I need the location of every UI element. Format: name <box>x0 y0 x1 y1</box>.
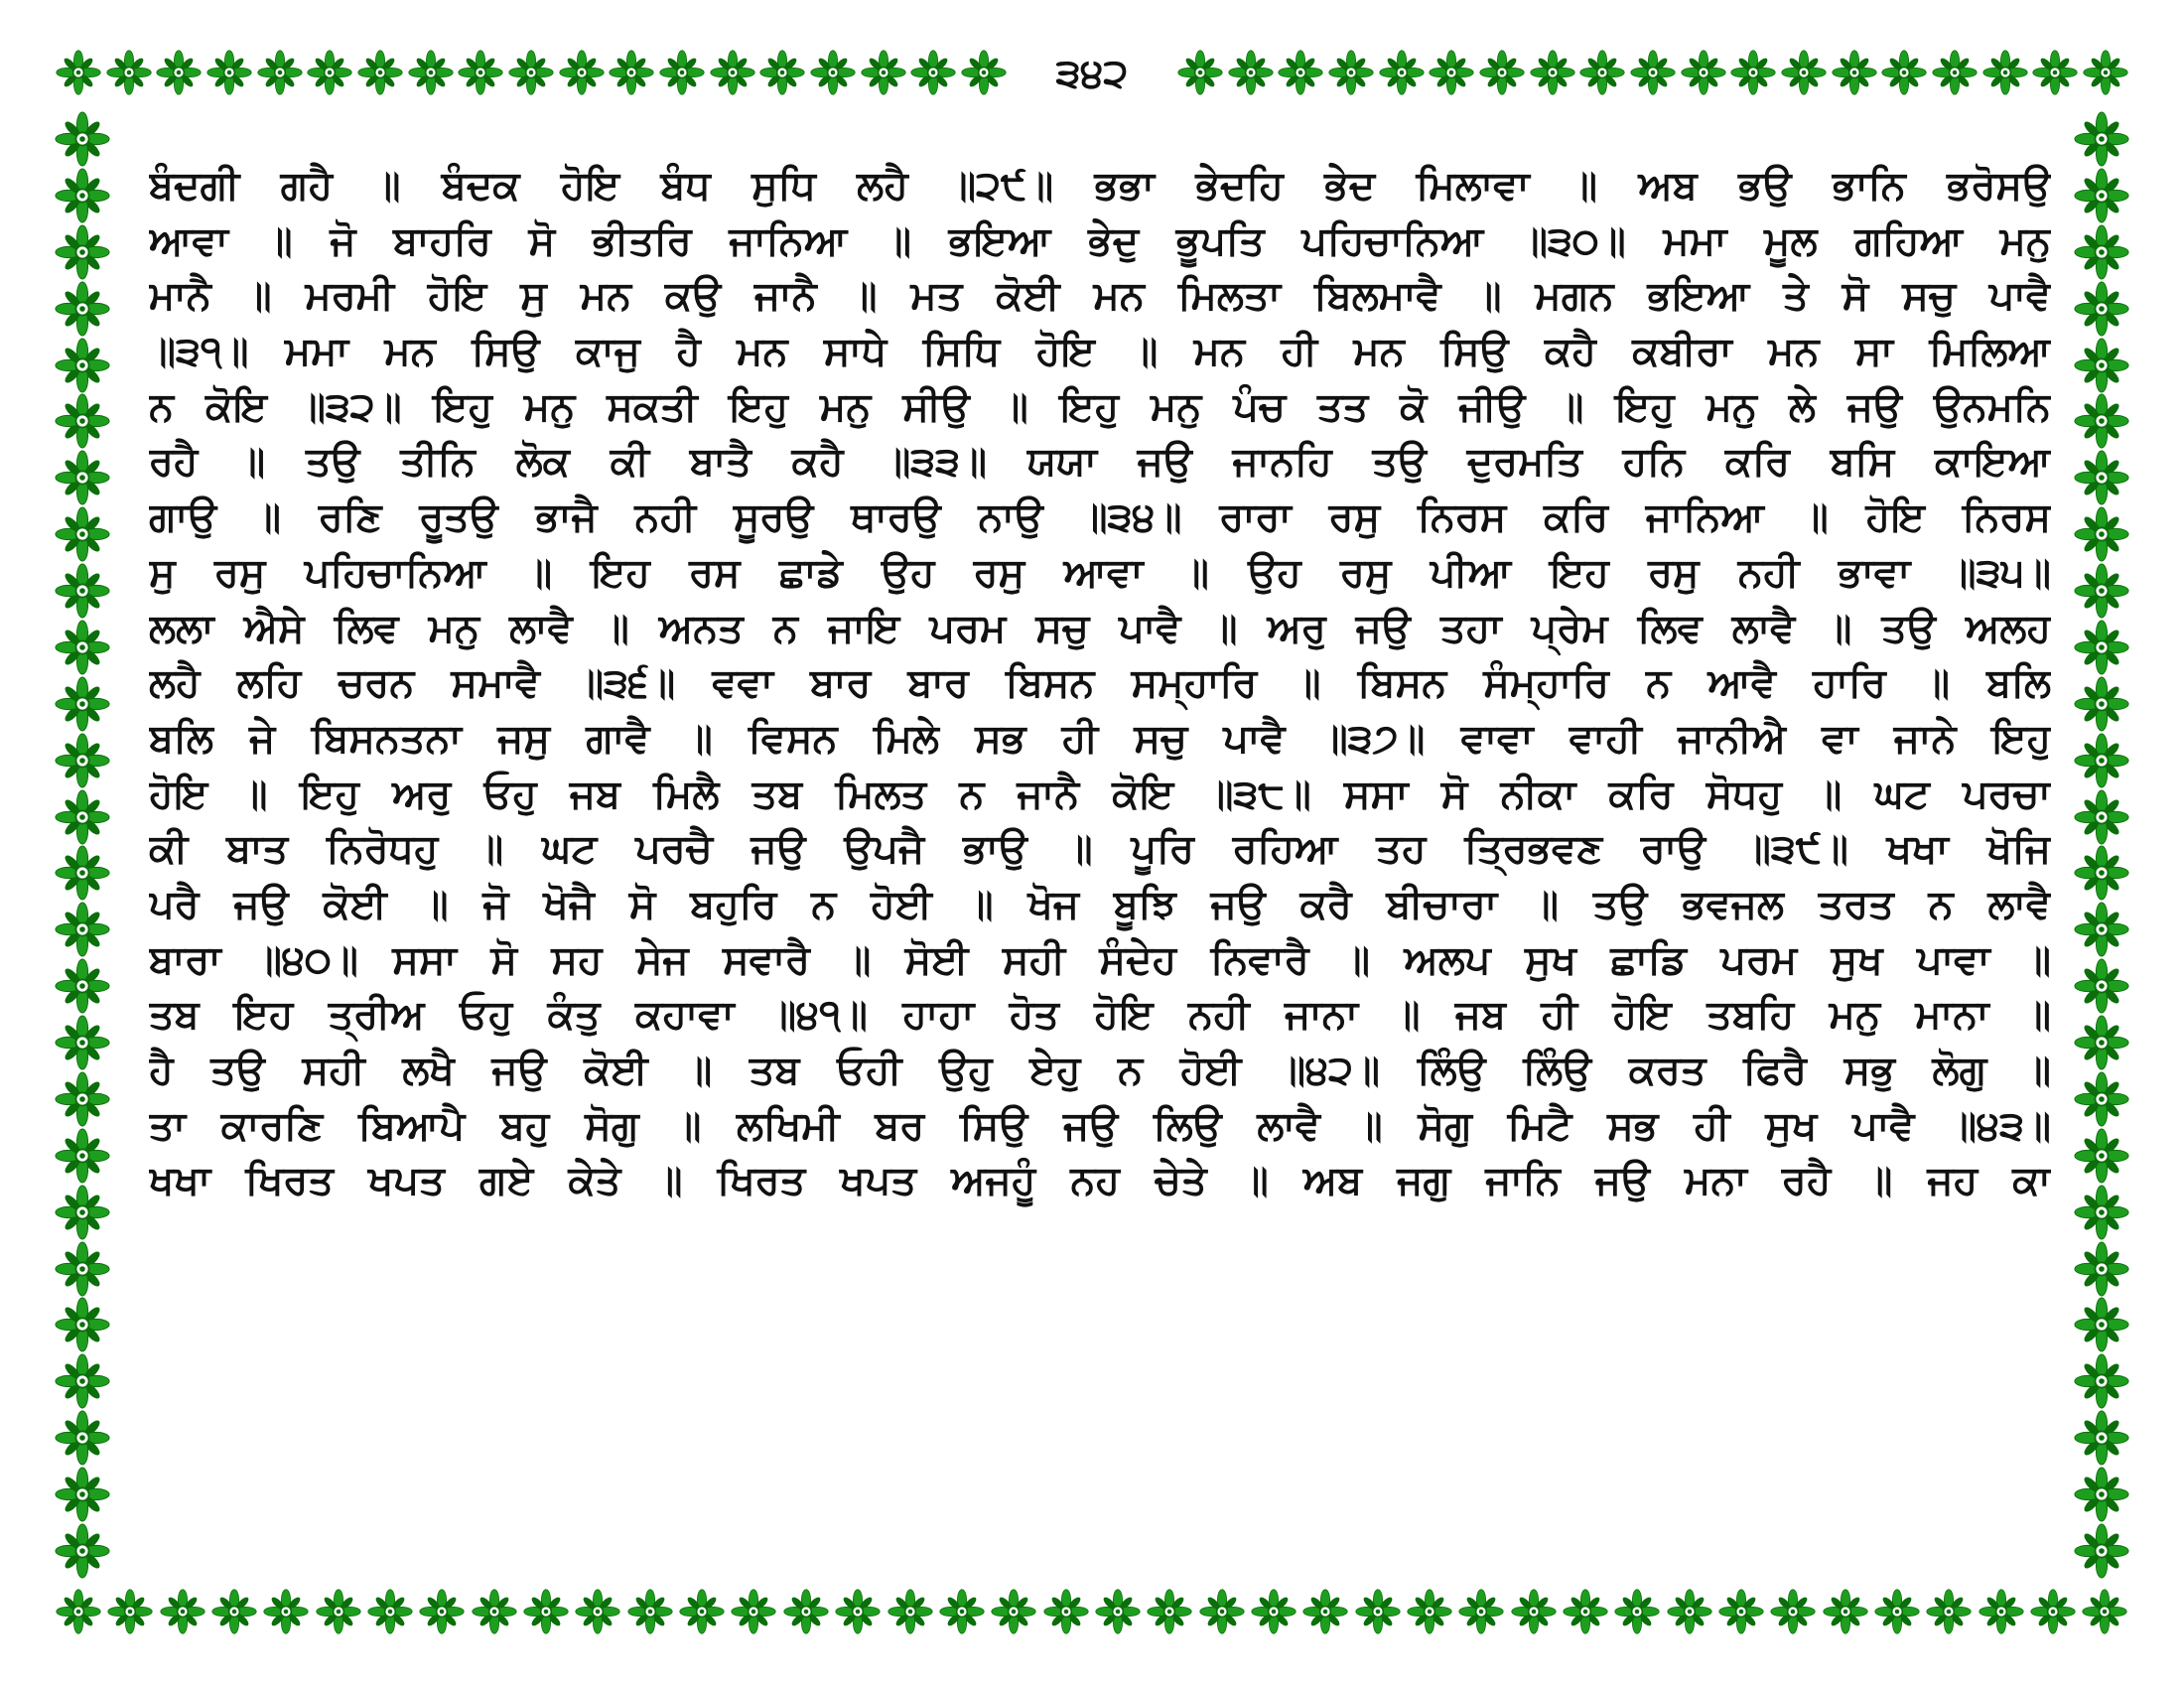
flower-ornament-icon <box>2083 47 2128 98</box>
flower-ornament-icon <box>2074 902 2129 957</box>
flower-ornament-icon <box>55 1015 110 1070</box>
border-right <box>2069 111 2134 1579</box>
flower-ornament-icon <box>55 1297 110 1352</box>
flower-ornament-icon <box>107 1586 153 1637</box>
border-top-right <box>1177 40 2128 105</box>
flower-ornament-icon <box>1630 47 1676 98</box>
flower-ornament-icon <box>1579 47 1625 98</box>
flower-ornament-icon <box>835 1586 881 1637</box>
text-line-2: ਆਵਾ ॥ ਜੋ ਬਾਹਰਿ ਸੋ ਭੀਤਰਿ ਜਾਨਿਆ ॥ ਭਇਆ ਭੇਦੁ ਭੂਪਤਿ ਪਹਿਚਾਨਿਆ ॥੩੦॥ ਮਮਾ ਮੂਲ ਗਹਿਆ ਮਨੁ <box>149 217 2051 264</box>
flower-ornament-icon <box>55 563 110 619</box>
text-line-1: ਬੰਦਗੀ ਗਹੈ ॥ ਬੰਦਕ ਹੋਇ ਬੰਧ ਸੁਧਿ ਲਹੈ ॥੨੯॥ ਭਭਾ ਭੇਦਹਿ ਭੇਦ ਮਿਲਾਵਾ ॥ ਅਬ ਭਉ ਭਾਨਿ ਭਰੋਸਉ <box>149 163 2051 209</box>
flower-ornament-icon <box>357 47 403 98</box>
flower-ornament-icon <box>1328 47 1374 98</box>
flower-ornament-icon <box>2032 47 2078 98</box>
flower-ornament-icon <box>2074 1410 2129 1466</box>
flower-ornament-icon <box>55 1523 110 1579</box>
flower-ornament-icon <box>1479 47 1525 98</box>
flower-ornament-icon <box>2074 845 2129 901</box>
flower-ornament-icon <box>2074 338 2129 393</box>
flower-ornament-icon <box>56 47 101 98</box>
flower-ornament-icon <box>211 1586 257 1637</box>
flower-ornament-icon <box>55 338 110 393</box>
flower-ornament-icon <box>472 1586 517 1637</box>
flower-ornament-icon <box>939 1586 985 1637</box>
flower-ornament-icon <box>106 47 152 98</box>
flower-ornament-icon <box>1177 47 1223 98</box>
flower-ornament-icon <box>1614 1586 1660 1637</box>
flower-ornament-icon <box>810 47 856 98</box>
flower-ornament-icon <box>759 47 805 98</box>
text-line-19: ਖਖਾ ਖਿਰਤ ਖਪਤ ਗਏ ਕੇਤੇ ॥ ਖਿਰਤ ਖਪਤ ਅਜਹੂੰ ਨਹ ਚੇਤੇ ॥ ਅਬ ਜਗੁ ਜਾਨਿ ਜਉ ਮਨਾ ਰਹੈ ॥ ਜਹ ਕਾ <box>149 1158 2051 1204</box>
flower-ornament-icon <box>55 1241 110 1297</box>
text-line-16: ਤਬ ਇਹ ਤ੍ਰੀਅ ਓਹੁ ਕੰਤੁ ਕਹਾਵਾ ॥੪੧॥ ਹਾਹਾ ਹੋਤ ਹੋਇ ਨਹੀ ਜਾਨਾ ॥ ਜਬ ਹੀ ਹੋਇ ਤਬਹਿ ਮਨੁ ਮਾਨਾ ॥ <box>149 992 2051 1039</box>
flower-ornament-icon <box>1770 1586 1816 1637</box>
flower-ornament-icon <box>55 1467 110 1522</box>
flower-ornament-icon <box>1874 1586 1920 1637</box>
text-line-17: ਹੈ ਤਉ ਸਹੀ ਲਖੈ ਜਉ ਕੋਈ ॥ ਤਬ ਓਹੀ ਉਹੁ ਏਹੁ ਨ ਹੋਈ ॥੪੨॥ ਲਿੰਉ ਲਿੰਉ ਕਰਤ ਫਿਰੈ ਸਭੁ ਲੋਗੁ ॥ <box>149 1048 2051 1093</box>
flower-ornament-icon <box>55 789 110 845</box>
flower-ornament-icon <box>1302 1586 1348 1637</box>
flower-ornament-icon <box>2074 1297 2129 1352</box>
flower-ornament-icon <box>609 47 654 98</box>
flower-ornament-icon <box>1881 47 1927 98</box>
flower-ornament-icon <box>731 1586 776 1637</box>
flower-ornament-icon <box>2082 1586 2127 1637</box>
flower-ornament-icon <box>659 47 705 98</box>
flower-ornament-icon <box>1681 47 1726 98</box>
flower-ornament-icon <box>910 47 956 98</box>
flower-ornament-icon <box>55 1353 110 1409</box>
flower-ornament-icon <box>1932 47 1978 98</box>
flower-ornament-icon <box>2030 1586 2076 1637</box>
flower-ornament-icon <box>55 168 110 223</box>
flower-ornament-icon <box>367 1586 413 1637</box>
text-line-8: ਸੁ ਰਸੁ ਪਹਿਚਾਨਿਆ ॥ ਇਹ ਰਸ ਛਾਡੇ ਉਹ ਰਸੁ ਆਵਾ ॥ ਉਹ ਰਸੁ ਪੀਆ ਇਹ ਰਸੁ ਨਹੀ ਭਾਵਾ ॥੩੫॥ <box>149 549 2051 596</box>
flower-ornament-icon <box>263 1586 309 1637</box>
flower-ornament-icon <box>2074 1467 2129 1522</box>
page-number: ੩੪੨ <box>1055 51 1129 96</box>
flower-ornament-icon <box>1379 47 1425 98</box>
text-line-4: ॥੩੧॥ ਮਮਾ ਮਨ ਸਿਉ ਕਾਜੁ ਹੈ ਮਨ ਸਾਧੇ ਸਿਧਿ ਹੋਇ ॥ ਮਨ ਹੀ ਮਨ ਸਿਉ ਕਹੈ ਕਬੀਰਾ ਮਨ ਸਾ ਮਿਲਿਆ <box>149 329 2051 375</box>
flower-ornament-icon <box>2074 1353 2129 1409</box>
flower-ornament-icon <box>2074 393 2129 449</box>
flower-ornament-icon <box>2074 1128 2129 1184</box>
text-block <box>149 159 2051 1569</box>
flower-ornament-icon <box>55 845 110 901</box>
flower-ornament-icon <box>2074 676 2129 732</box>
flower-ornament-icon <box>1667 1586 1712 1637</box>
flower-ornament-icon <box>679 1586 725 1637</box>
flower-ornament-icon <box>1530 47 1575 98</box>
flower-ornament-icon <box>1832 47 1877 98</box>
flower-ornament-icon <box>710 47 755 98</box>
flower-ornament-icon <box>2074 1241 2129 1297</box>
flower-ornament-icon <box>1095 1586 1141 1637</box>
flower-ornament-icon <box>1718 1586 1764 1637</box>
flower-ornament-icon <box>2074 563 2129 619</box>
flower-ornament-icon <box>458 47 503 98</box>
flower-ornament-icon <box>523 1586 569 1637</box>
border-left <box>50 111 115 1579</box>
flower-ornament-icon <box>1979 1586 2024 1637</box>
flower-ornament-icon <box>783 1586 829 1637</box>
flower-ornament-icon <box>1199 1586 1245 1637</box>
flower-ornament-icon <box>627 1586 673 1637</box>
flower-ornament-icon <box>1982 47 2028 98</box>
flower-ornament-icon <box>2074 111 2129 167</box>
text-line-6: ਰਹੈ ॥ ਤਉ ਤੀਨਿ ਲੋਕ ਕੀ ਬਾਤੈ ਕਹੈ ॥੩੩॥ ਯਯਾ ਜਉ ਜਾਨਹਿ ਤਉ ਦੁਰਮਤਿ ਹਨਿ ਕਰਿ ਬਸਿ ਕਾਇਆ <box>149 439 2051 486</box>
text-line-7: ਗਾਉ ॥ ਰਣਿ ਰੂਤਉ ਭਾਜੈ ਨਹੀ ਸੂਰਉ ਥਾਰਉ ਨਾਉ ॥੩੪॥ ਰਾਰਾ ਰਸੁ ਨਿਰਸ ਕਰਿ ਜਾਨਿਆ ॥ ਹੋਇ ਨਿਰਸ <box>149 494 2051 541</box>
flower-ornament-icon <box>559 47 605 98</box>
flower-ornament-icon <box>55 111 110 167</box>
flower-ornament-icon <box>1730 47 1776 98</box>
flower-ornament-icon <box>55 676 110 732</box>
flower-ornament-icon <box>156 47 202 98</box>
flower-ornament-icon <box>55 224 110 280</box>
border-top-left <box>56 40 1007 105</box>
flower-ornament-icon <box>961 47 1007 98</box>
flower-ornament-icon <box>419 1586 465 1637</box>
flower-ornament-icon <box>55 281 110 337</box>
flower-ornament-icon <box>55 1185 110 1240</box>
flower-ornament-icon <box>1407 1586 1452 1637</box>
flower-ornament-icon <box>55 958 110 1014</box>
flower-ornament-icon <box>55 450 110 505</box>
flower-ornament-icon <box>56 1586 101 1637</box>
text-line-14: ਪਰੈ ਜਉ ਕੋਈ ॥ ਜੋ ਖੋਜੈ ਸੋ ਬਹੁਰਿ ਨ ਹੋਈ ॥ ਖੋਜ ਬੂਝਿ ਜਉ ਕਰੈ ਬੀਚਾਰਾ ॥ ਤਉ ਭਵਜਲ ਤਰਤ ਨ ਲਾਵੈ <box>149 881 2051 927</box>
flower-ornament-icon <box>508 47 554 98</box>
flower-ornament-icon <box>55 1071 110 1127</box>
flower-ornament-icon <box>2074 506 2129 562</box>
flower-ornament-icon <box>206 47 252 98</box>
flower-ornament-icon <box>1511 1586 1557 1637</box>
flower-ornament-icon <box>2074 1185 2129 1240</box>
flower-ornament-icon <box>2074 450 2129 505</box>
text-line-18: ਤਾ ਕਾਰਣਿ ਬਿਆਪੈ ਬਹੁ ਸੋਗੁ ॥ ਲਖਿਮੀ ਬਰ ਸਿਉ ਜਉ ਲਿਉ ਲਾਵੈ ॥ ਸੋਗੁ ਮਿਟੈ ਸਭ ਹੀ ਸੁਖ ਪਾਵੈ ॥੪੩॥ <box>149 1102 2051 1149</box>
flower-ornament-icon <box>1781 47 1827 98</box>
text-line-10: ਲਹੈ ਲਹਿ ਚਰਨ ਸਮਾਵੈ ॥੩੬॥ ਵਵਾ ਬਾਰ ਬਾਰ ਬਿਸਨ ਸਮ੍ਹਾਰਿ ॥ ਬਿਸਨ ਸੰਮ੍ਹਾਰਿ ਨ ਆਵੈ ਹਾਰਿ ॥ ਬਲਿ <box>149 660 2051 707</box>
text-line-15: ਬਾਰਾ ॥੪੦॥ ਸਸਾ ਸੋ ਸਹ ਸੇਜ ਸਵਾਰੈ ॥ ਸੋਈ ਸਹੀ ਸੰਦੇਹ ਨਿਵਾਰੈ ॥ ਅਲਪ ਸੁਖ ਛਾਡਿ ਪਰਮ ਸੁਖ ਪਾਵਾ ॥ <box>149 936 2051 983</box>
flower-ornament-icon <box>1278 47 1323 98</box>
flower-ornament-icon <box>991 1586 1036 1637</box>
flower-ornament-icon <box>55 733 110 788</box>
flower-ornament-icon <box>2074 958 2129 1014</box>
flower-ornament-icon <box>1251 1586 1297 1637</box>
flower-ornament-icon <box>2074 224 2129 280</box>
flower-ornament-icon <box>1043 1586 1089 1637</box>
flower-ornament-icon <box>861 47 906 98</box>
flower-ornament-icon <box>257 47 303 98</box>
flower-ornament-icon <box>575 1586 620 1637</box>
flower-ornament-icon <box>1823 1586 1868 1637</box>
flower-ornament-icon <box>2074 789 2129 845</box>
flower-ornament-icon <box>1228 47 1274 98</box>
flower-ornament-icon <box>55 1128 110 1184</box>
text-line-12: ਹੋਇ ॥ ਇਹੁ ਅਰੁ ਓਹੁ ਜਬ ਮਿਲੈ ਤਬ ਮਿਲਤ ਨ ਜਾਨੈ ਕੋਇ ॥੩੮॥ ਸਸਾ ਸੋ ਨੀਕਾ ਕਰਿ ਸੋਧਹੁ ॥ ਘਟ ਪਰਚਾ <box>149 771 2051 817</box>
flower-ornament-icon <box>1458 1586 1504 1637</box>
flower-ornament-icon <box>1429 47 1474 98</box>
text-line-5: ਨ ਕੋਇ ॥੩੨॥ ਇਹੁ ਮਨੁ ਸਕਤੀ ਇਹੁ ਮਨੁ ਸੀਉ ॥ ਇਹੁ ਮਨੁ ਪੰਚ ਤਤ ਕੋ ਜੀਉ ॥ ਇਹੁ ਮਨੁ ਲੇ ਜਉ ਉਨਮਨਿ <box>149 383 2051 430</box>
flower-ornament-icon <box>2074 620 2129 675</box>
flower-ornament-icon <box>160 1586 205 1637</box>
flower-ornament-icon <box>408 47 454 98</box>
flower-ornament-icon <box>55 393 110 449</box>
flower-ornament-icon <box>55 620 110 675</box>
flower-ornament-icon <box>1926 1586 1972 1637</box>
flower-ornament-icon <box>887 1586 933 1637</box>
flower-ornament-icon <box>55 506 110 562</box>
flower-ornament-icon <box>307 47 352 98</box>
flower-ornament-icon <box>2074 733 2129 788</box>
flower-ornament-icon <box>1563 1586 1608 1637</box>
flower-ornament-icon <box>1147 1586 1192 1637</box>
flower-ornament-icon <box>1355 1586 1401 1637</box>
flower-ornament-icon <box>2074 1015 2129 1070</box>
text-line-9: ਲਲਾ ਐਸੇ ਲਿਵ ਮਨੁ ਲਾਵੈ ॥ ਅਨਤ ਨ ਜਾਇ ਪਰਮ ਸਚੁ ਪਾਵੈ ॥ ਅਰੁ ਜਉ ਤਹਾ ਪ੍ਰੇਮ ਲਿਵ ਲਾਵੈ ॥ ਤਉ ਅਲਹ <box>149 605 2051 651</box>
flower-ornament-icon <box>55 1410 110 1466</box>
flower-ornament-icon <box>2074 1523 2129 1579</box>
text-line-3: ਮਾਨੈ ॥ ਮਰਮੀ ਹੋਇ ਸੁ ਮਨ ਕਉ ਜਾਨੈ ॥ ਮਤ ਕੋਈ ਮਨ ਮਿਲਤਾ ਬਿਲਮਾਵੈ ॥ ਮਗਨ ਭਇਆ ਤੇ ਸੋ ਸਚੁ ਪਾਵੈ <box>149 273 2051 320</box>
flower-ornament-icon <box>2074 168 2129 223</box>
flower-ornament-icon <box>316 1586 361 1637</box>
text-line-11: ਬਲਿ ਜੇ ਬਿਸਨਤਨਾ ਜਸੁ ਗਾਵੈ ॥ ਵਿਸਨ ਮਿਲੇ ਸਭ ਹੀ ਸਚੁ ਪਾਵੈ ॥੩੭॥ ਵਾਵਾ ਵਾਹੀ ਜਾਨੀਐ ਵਾ ਜਾਨੇ ਇਹੁ <box>149 715 2051 762</box>
text-line-13: ਕੀ ਬਾਤ ਨਿਰੋਧਹੁ ॥ ਘਟ ਪਰਚੈ ਜਉ ਉਪਜੈ ਭਾਉ ॥ ਪੂਰਿ ਰਹਿਆ ਤਹ ਤ੍ਰਿਭਵਣ ਰਾਉ ॥੩੯॥ ਖਖਾ ਖੋਜਿ <box>149 826 2051 873</box>
border-bottom <box>56 1579 2128 1644</box>
flower-ornament-icon <box>2074 281 2129 337</box>
flower-ornament-icon <box>55 902 110 957</box>
flower-ornament-icon <box>2074 1071 2129 1127</box>
